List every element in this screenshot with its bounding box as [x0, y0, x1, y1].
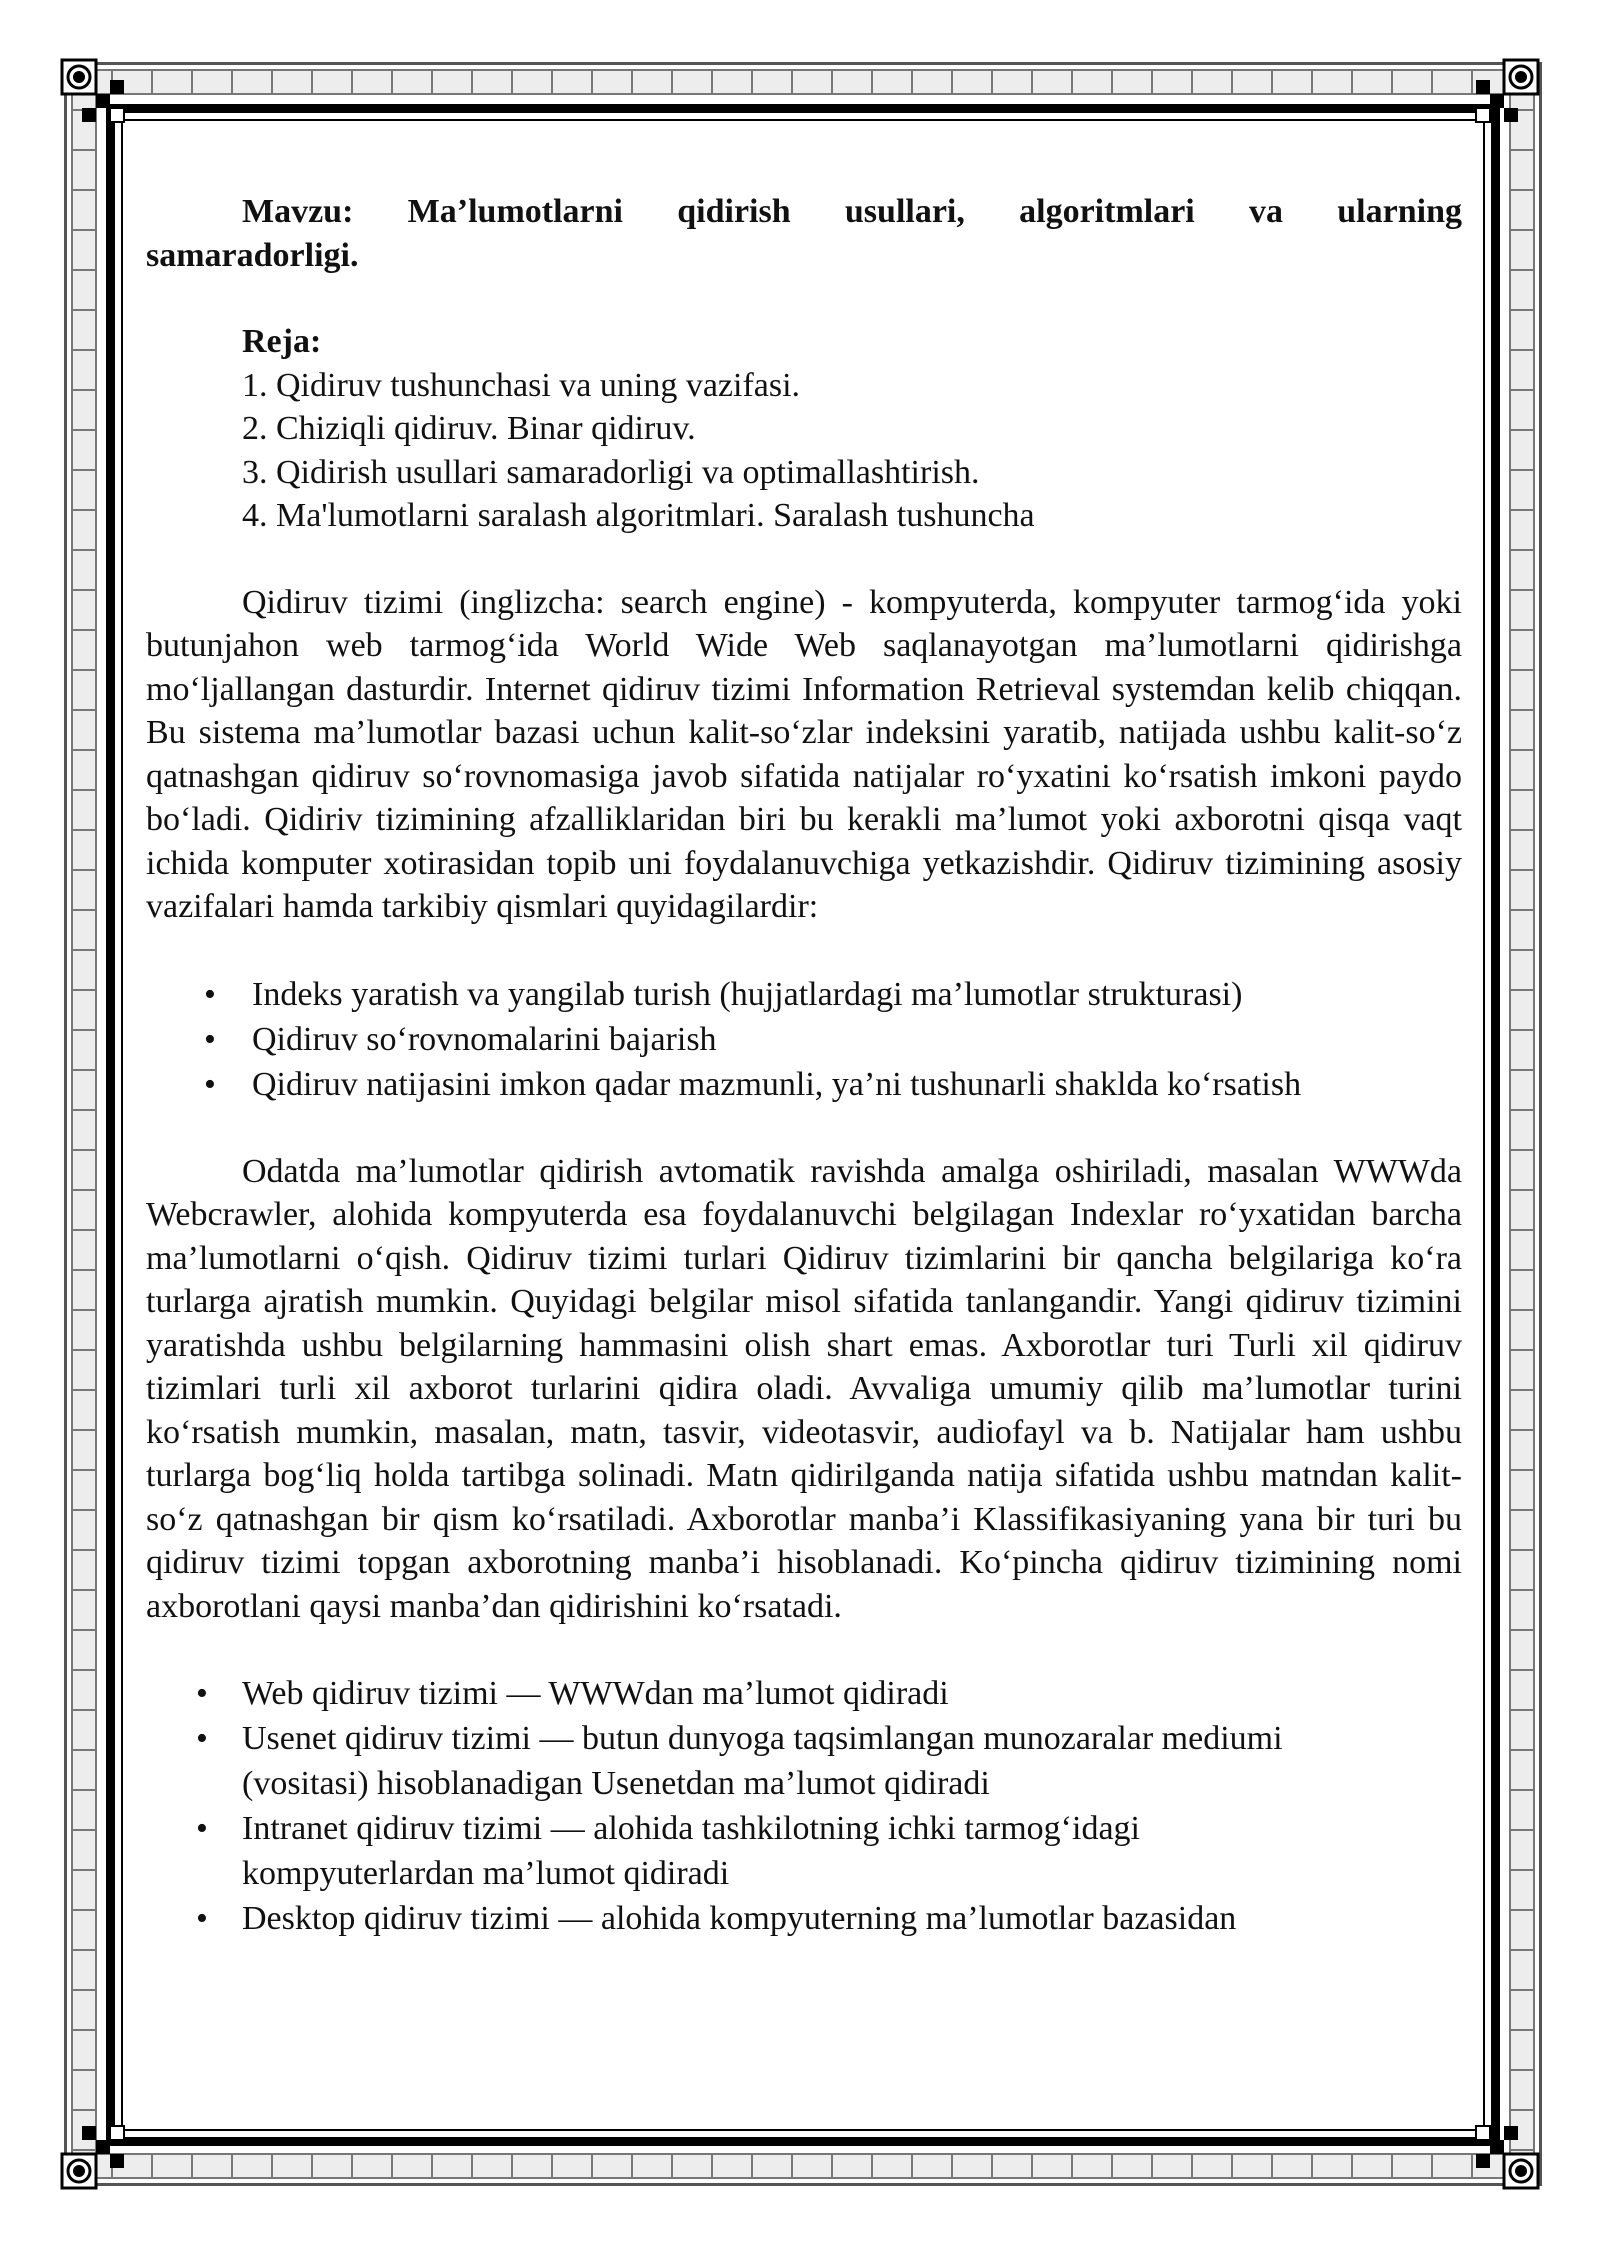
- bullet-icon: •: [204, 1065, 216, 1103]
- plan-heading: Reja:: [242, 323, 322, 360]
- search-types-list: [146, 1671, 1462, 1941]
- topic-title: Mavzu: Ma’lumotlarni qidirish usullari, algoritmlari va ularning: [242, 193, 1462, 230]
- tasks-item-text: Qidiruv natijasini imkon qadar mazmunli, ya’ni tushunarli shaklda ko‘rsatish: [252, 1065, 1302, 1103]
- corner-ornament-top-right: [1462, 56, 1542, 136]
- paragraph-search-types: Odatda ma’lumotlar qidirish avtomatik ravishda amalga oshiriladi, masalan WWWda Webcrawler, alohida kompyuterda esa foydalanuvchi belgilagan Indexlar ro‘yxatidan barcha ma’lumotlarni o‘qish. Qidiruv tizimi turlari Qidiruv tizimlarini bir qancha belgilariga ko‘ra turlarga ajratish mumkin. Quyidagi belgilar misol sifatida tanlangandir. Yangi qidiruv tizimini yaratishda ushbu belgilarning hammasini olish shart emas. Axborotlar turi Turli xil qidiruv tizimlari turli xil axborot turlarini qidira oladi. Avvaliga umumiy qilib ma’lumotlar turini ko‘rsatish mumkin, masalan, matn, tasvir, videotasvir, audiofayl va b. Natijalar ham ushbu turlarga bog‘liq holda tartibga solinadi. Matn qidirilganda natija sifatida ushbu matndan kalit-so‘z qatnashgan bir qism ko‘rsatiladi. Axborotlar manba’i Klassifikasiyaning yana bir turi bu qidiruv tizimi topgan axborotning manba’i hisoblanadi. Ko‘pincha qidiruv tizimining nomi axborotlani qaysi manba’dan qidirishini ko‘rsatadi.: [146, 1152, 1462, 1625]
- tile-strip-left: [71, 69, 97, 2179]
- search-types-item: [146, 1896, 1462, 1941]
- corner-ornament-top-left: [58, 56, 138, 136]
- plan-item: 4. Ma'lumotlarni saralash algoritmlari. Saralash tushuncha: [242, 497, 1035, 534]
- search-types-item: [146, 1671, 1462, 1716]
- tile-strip-top: [71, 69, 1535, 95]
- plan-item: 1. Qidiruv tushunchasi va uning vazifasi.: [242, 366, 801, 404]
- search-types-line: Intranet qidiruv tizimi — alohida tashkilotning ichki tarmog‘idagi: [242, 1810, 1140, 1847]
- search-types-item: [146, 1716, 1462, 1806]
- corner-ornament-bottom-left: [58, 2112, 138, 2192]
- bullet-icon: •: [196, 1900, 208, 1937]
- plan-item: 3. Qidirish usullari samaradorligi va optimallashtirish.: [242, 453, 980, 491]
- tile-strip-bottom: [71, 2153, 1535, 2179]
- topic-title-continued: samaradorligi.: [146, 236, 359, 274]
- bullet-icon: •: [196, 1675, 208, 1712]
- plan-item: 2. Chiziqli qidiruv. Binar qidiruv.: [242, 410, 696, 447]
- bullet-icon: •: [196, 1810, 208, 1847]
- tasks-list-item: [146, 972, 1462, 1017]
- tasks-item-text: Qidiruv so‘rovnomalarini bajarish: [252, 1020, 717, 1058]
- search-types-line: Desktop qidiruv tizimi — alohida kompyuterning ma’lumotlar bazasidan: [242, 1900, 1237, 1937]
- bullet-icon: •: [204, 1020, 216, 1058]
- search-types-line: (vositasi) hisoblanadigan Usenetdan ma’lumot qidiradi: [242, 1765, 990, 1802]
- bullet-icon: •: [196, 1720, 208, 1757]
- tasks-list: [146, 972, 1462, 1107]
- tasks-list-item: [146, 1017, 1462, 1062]
- search-types-line: Web qidiruv tizimi — WWWdan ma’lumot qidiradi: [242, 1675, 949, 1712]
- paragraph-search-engine: Qidiruv tizimi (inglizcha: search engine) - kompyuterda, kompyuter tarmog‘ida yoki butunjahon web tarmog‘ida World Wide Web saqlanayotgan ma’lumotlarni qidirishga mo‘ljallangan dasturdir. Internet qidiruv tizimi Information Retrieval systemdan kelib chiqqan. Bu sistema ma’lumotlar bazasi uchun kalit-so‘zlar indeksini yaratib, natijada ushbu kalit-so‘z qatnashgan qidiruv so‘rovnomasiga javob sifatida natijalar ro‘yxatini ko‘rsatish imkoni paydo bo‘ladi. Qidiriv tizimining afzalliklaridan biri bu kerakli ma’lumot yoki axborotni qisqa vaqt ichida komputer xotirasidan topib uni foydalanuvchiga yetkazishdir. Qidiruv tizimining asosiy vazifalari hamda tarkibiy qismlari quyidagilardir:: [146, 583, 1462, 925]
- tasks-item-text: Indeks yaratish va yangilab turish (hujjatlardagi ma’lumotlar strukturasi): [252, 975, 1243, 1013]
- bullet-icon: •: [204, 975, 216, 1013]
- tasks-list-item: [146, 1062, 1462, 1107]
- document-body: [146, 190, 1462, 1984]
- plan-list: [146, 364, 1462, 538]
- tile-strip-right: [1509, 69, 1535, 2179]
- search-types-line: kompyuterlardan ma’lumot qidiradi: [242, 1855, 730, 1892]
- search-types-line: Usenet qidiruv tizimi — butun dunyoga taqsimlangan munozaralar mediumi: [242, 1720, 1283, 1757]
- search-types-item: [146, 1806, 1462, 1896]
- corner-ornament-bottom-right: [1462, 2112, 1542, 2192]
